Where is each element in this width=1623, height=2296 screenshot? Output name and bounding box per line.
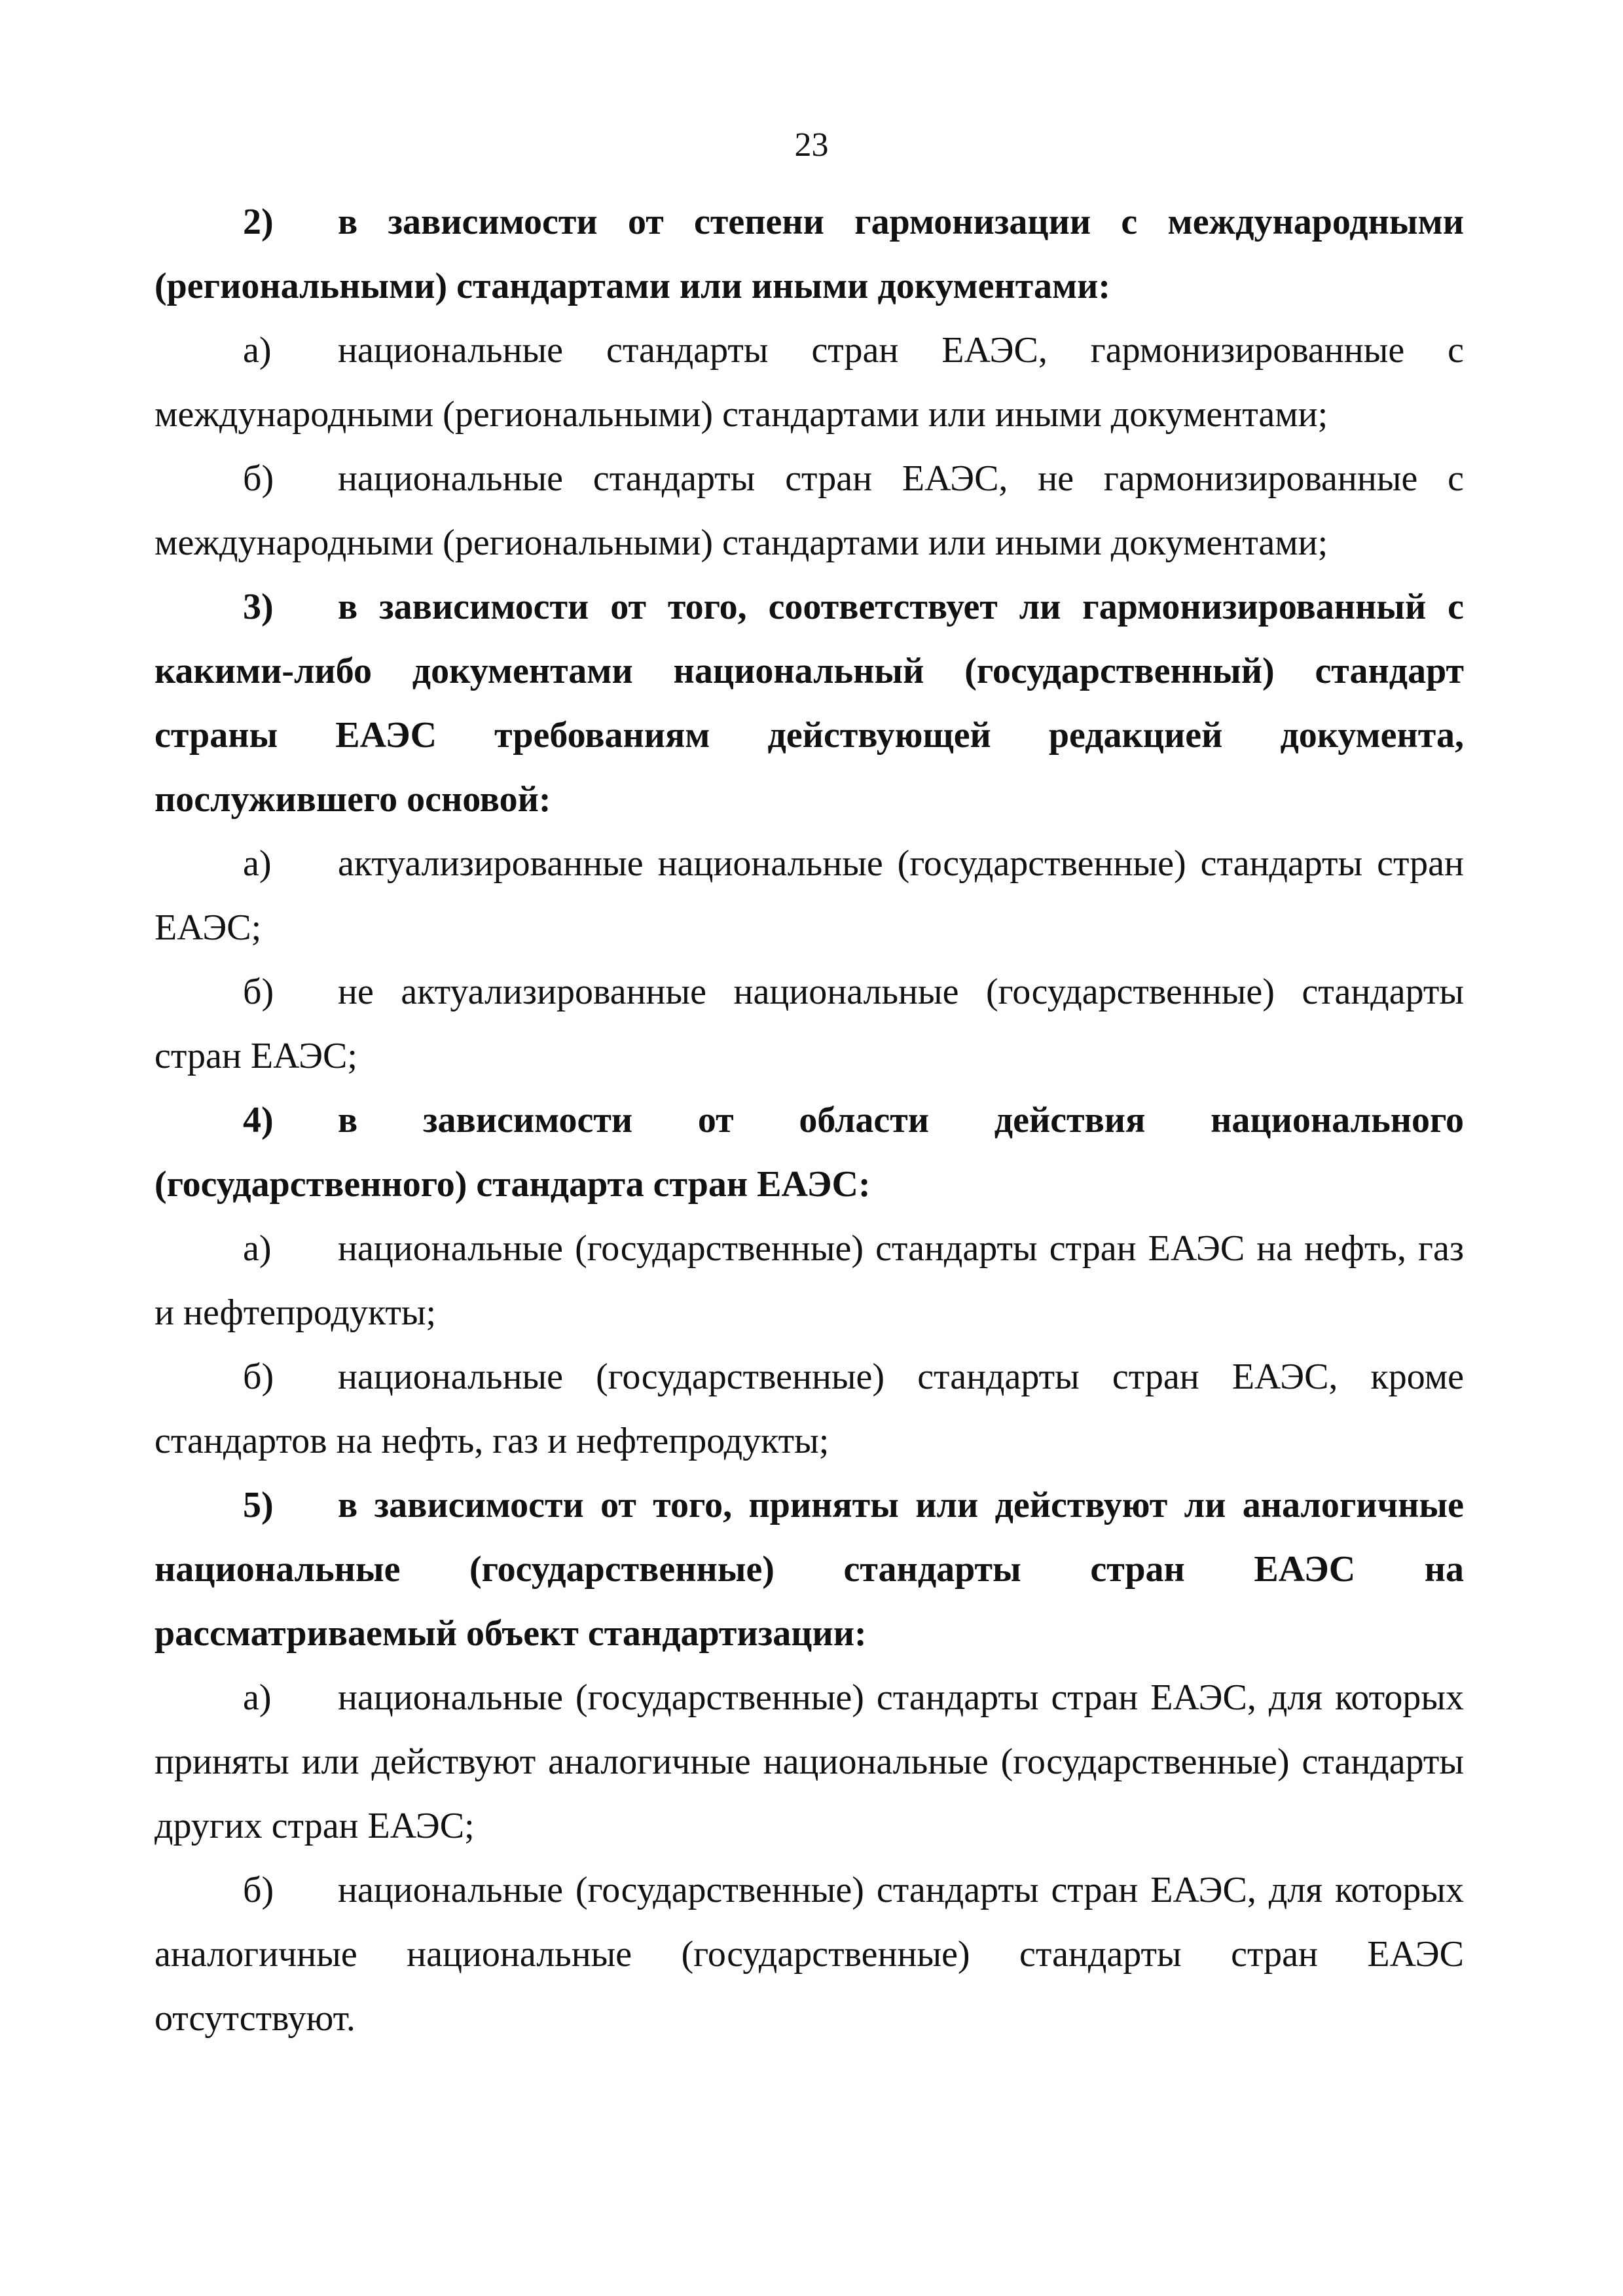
item-text: актуализированные национальные (государственные) стандарты стран ЕАЭС; [155,843,1464,948]
section-5-item-b [155,1858,1464,2050]
section-3-heading [155,575,1464,831]
item-text: в зависимости от степени гармонизации с международными (региональными) стандартами или иными документами: [155,202,1464,306]
item-number: а) [243,330,272,371]
item-number: 2) [243,202,274,242]
section-4-heading [155,1088,1464,1216]
page-number: 23 [794,126,829,164]
item-text: не актуализированные национальные (государственные) стандарты стран ЕАЭС; [155,972,1464,1076]
item-number: б) [243,1357,274,1397]
section-5-item-a [155,1666,1464,1858]
item-number: 3) [243,587,274,627]
item-number: а) [243,843,272,884]
item-text: национальные (государственные) стандарты стран ЕАЭС, для которых аналогичные национальные (государственные) стандарты стран ЕАЭС отсутствуют. [155,1870,1464,2039]
section-4-item-a [155,1216,1464,1345]
item-text: национальные (государственные) стандарты стран ЕАЭС, кроме стандартов на нефть, газ и нефтепродукты; [155,1357,1464,1461]
item-number: а) [243,1228,272,1269]
item-text: национальные стандарты стран ЕАЭС, не гармонизированные с международными (региональными) стандартами или иными документами; [155,458,1464,563]
section-5-heading [155,1473,1464,1666]
item-number: б) [243,1870,274,1910]
section-2-heading [155,190,1464,318]
section-3-item-b [155,960,1464,1088]
section-4-item-b [155,1345,1464,1473]
item-number: 5) [243,1485,274,1525]
item-text: в зависимости от того, приняты или действуют ли аналогичные национальные (государственные) стандарты стран ЕАЭС на рассматриваемый объект стандартизации: [155,1485,1464,1654]
item-text: национальные (государственные) стандарты стран ЕАЭС, для которых приняты или действуют аналогичные национальные (государственные) стандарты других стран ЕАЭС; [155,1677,1464,1846]
section-2-item-b [155,446,1464,575]
section-3-item-a [155,831,1464,960]
section-2-item-a [155,318,1464,446]
item-number: б) [243,972,274,1012]
item-number: а) [243,1677,272,1718]
document-body [155,190,1464,2050]
item-number: 4) [243,1100,274,1140]
item-text: в зависимости от области действия национального (государственного) стандарта стран ЕАЭС: [155,1100,1464,1205]
item-text: национальные (государственные) стандарты стран ЕАЭС на нефть, газ и нефтепродукты; [155,1228,1464,1333]
item-text: национальные стандарты стран ЕАЭС, гармонизированные с международными (региональными) стандартами или иными документами; [155,330,1464,435]
item-number: б) [243,458,274,499]
item-text: в зависимости от того, соответствует ли гармонизированный с какими-либо документами национальный (государственный) стандарт страны ЕАЭС требованиям действующей редакцией документа, послужившего основой: [155,587,1464,820]
